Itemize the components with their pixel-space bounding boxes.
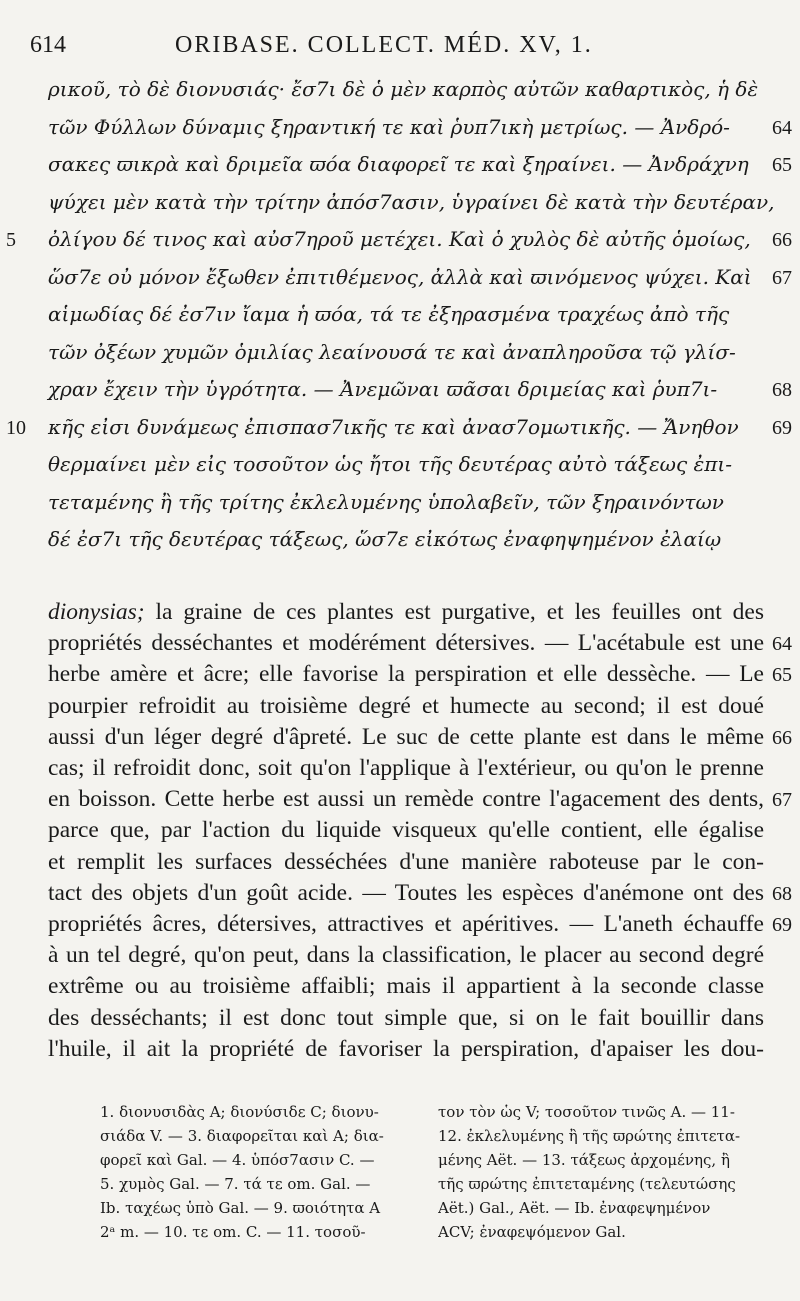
section-number: 66 — [772, 726, 792, 749]
greek-line: σακες ϖικρὰ καὶ δριμεῖα ϖόα διαφορεῖ τε καὶ ξηραίνει. — Ἀνδράχνη — [48, 152, 749, 176]
section-number: 68 — [772, 882, 792, 905]
greek-line: δέ ἐσ7ι τῆς δευτέρας τάξεως, ὥσ7ε εἰκότως ἐναφηψημένον ἐλαίῳ — [48, 527, 722, 551]
greek-line: κῆς εἰσι δυνάμεως ἐπισπασ7ικῆς τε καὶ ἀνασ7ομωτικῆς. — Ἄνηθον — [48, 414, 739, 439]
greek-line: τεταμένης ἢ τῆς τρίτης ἐκλελυμένης ὑπολαβεῖν, τῶν ξηραινόντων — [48, 489, 724, 514]
footnote-line: μένης Aët. — 13. τάξεως ἀρχομένης, ἢ — [438, 1151, 730, 1169]
section-number: 67 — [772, 266, 792, 289]
footnote-line: τῆς ϖρώτης ἐπιτεταμένης (τελευτώσης — [438, 1175, 736, 1193]
footnote-line: σιάδα V. — 3. διαφορεῖται καὶ A; δια- — [100, 1127, 384, 1145]
french-line: dionysias; la graine de ces plantes est purgative, et les feuilles ont des — [48, 599, 764, 625]
section-number: 68 — [772, 379, 792, 401]
running-title: ORIBASE. COLLECT. MÉD. XV, 1. — [175, 32, 593, 58]
french-line: herbe amère et âcre; elle favorise la perspiration et elle dessèche. — Le — [48, 661, 764, 688]
french-line: aussi d'un léger degré d'âpreté. Le suc de cette plante est dans le même — [48, 723, 764, 750]
section-number: 69 — [772, 416, 792, 439]
footnote-line: 2ᵃ m. — 10. τε om. C. — 11. τοσοῦ- — [100, 1223, 366, 1241]
greek-line: τῶν ὀξέων χυμῶν ὁμιλίας λεαίνουσά τε καὶ ἀναπληροῦσα τῷ γλίσ- — [48, 339, 736, 364]
footnotes-left-column — [100, 1100, 420, 1244]
footnote-line: 5. χυμὸς Gal. — 7. τά τε om. Gal. — — [100, 1175, 371, 1193]
greek-line: θερμαίνει μὲν εἰς τοσοῦτον ὡς ἤτοι τῆς δευτέρας αὐτὸ τάξεως ἐπι- — [48, 452, 733, 476]
footnote-line: 12. ἐκλελυμένης ἢ τῆς ϖρώτης ἐπιτετα- — [438, 1127, 741, 1145]
section-number: 65 — [772, 664, 792, 687]
french-line: parce que, par l'action du liquide visqueux qu'elle contient, elle égalise — [48, 817, 764, 844]
italic-term: dionysias; — [48, 599, 145, 625]
footnote-line: 1. διονυσιδὰς A; διονύσιδε C; διονυ- — [100, 1103, 379, 1121]
section-number: 67 — [772, 789, 792, 812]
line-number: 10 — [6, 416, 26, 439]
french-line: cas; il refroidit donc, soit qu'on l'applique à l'extérieur, ou qu'on le prenne — [48, 755, 764, 781]
french-line: tact des objets d'un goût acide. — Toutes les espèces d'anémone ont des — [48, 879, 764, 906]
footnote-line: φορεῖ καὶ Gal. — 4. ὑπόσ7ασιν C. — — [100, 1151, 375, 1169]
footnotes-right-column — [438, 1100, 768, 1244]
section-number: 65 — [772, 154, 792, 176]
greek-line: αἱμωδίας δέ ἐσ7ιν ἴαμα ἡ ϖόα, τά τε ἐξηρασμένα τραχέως ἀπὸ τῆς — [48, 302, 730, 326]
french-line: propriétés desséchantes et modérément détersives. — L'acétabule est une — [48, 630, 764, 657]
french-line: à un tel degré, qu'on peut, dans la classification, le placer au second degré — [48, 942, 764, 969]
french-line: en boisson. Cette herbe est aussi un remède contre l'agacement des dents, — [48, 786, 764, 813]
french-line: extrême ou au troisième affaibli; mais il appartient à la seconde classe — [48, 973, 764, 1000]
greek-line: ὥσ7ε οὐ μόνον ἔξωθεν ἐπιτιθέμενος, ἀλλὰ καὶ ϖινόμενος ψύχει. Καὶ — [48, 264, 752, 289]
footnote-line: ACV; ἐναφεψόμενον Gal. — [438, 1223, 626, 1241]
french-line: l'huile, il ait la propriété de favoriser la perspiration, d'apaiser les dou- — [48, 1035, 764, 1062]
footnote-line: Ib. ταχέως ὑπὸ Gal. — 9. ϖοιότητα A — [100, 1199, 381, 1217]
footnote-line: Aët.) Gal., Aët. — Ib. ἐναφεψημένον — [438, 1199, 711, 1217]
french-line: pourpier refroidit au troisième degré et humecte au second; il est doué — [48, 692, 764, 719]
greek-line: χραν ἔχειν τὴν ὑγρότητα. — Ἀνεμῶναι ϖᾶσαι δριμείας καὶ ῥυπ7ι- — [48, 377, 718, 401]
section-number: 64 — [772, 116, 792, 139]
page-number: 614 — [30, 32, 66, 58]
footnote-line: τον τὸν ὡς V; τοσοῦτον τινῶς A. — 11- — [438, 1103, 735, 1121]
greek-line: ὀλίγου δέ τινος καὶ αὐσ7ηροῦ μετέχει. Καὶ ὁ χυλὸς δὲ αὐτῆς ὁμοίως, — [48, 227, 751, 251]
french-line: des desséchants; il est donc tout simple que, si on le fait bouillir dans — [48, 1004, 764, 1031]
french-line: propriétés âcres, détersives, attractives et apéritives. — L'aneth échauffe — [48, 911, 764, 937]
section-number: 64 — [772, 633, 792, 656]
greek-line: ψύχει μὲν κατὰ τὴν τρίτην ἀπόσ7ασιν, ὑγραίνει δὲ κατὰ τὴν δευτέραν, — [48, 189, 775, 214]
greek-line: ρικοῦ, τὸ δὲ διονυσιάς· ἔσ7ι δὲ ὁ μὲν καρπὸς αὐτῶν καθαρτικὸς, ἡ δὲ — [48, 77, 759, 101]
greek-line: τῶν Φύλλων δύναμις ξηραντική τε καὶ ῥυπ7ικὴ μετρίως. — Ἀνδρό- — [48, 114, 730, 139]
page-header — [30, 28, 770, 64]
french-line: et remplit les surfaces desséchées d'une manière raboteuse par le con- — [48, 848, 764, 875]
section-number: 66 — [772, 229, 792, 251]
section-number: 69 — [772, 914, 792, 936]
line-number: 5 — [6, 229, 16, 251]
